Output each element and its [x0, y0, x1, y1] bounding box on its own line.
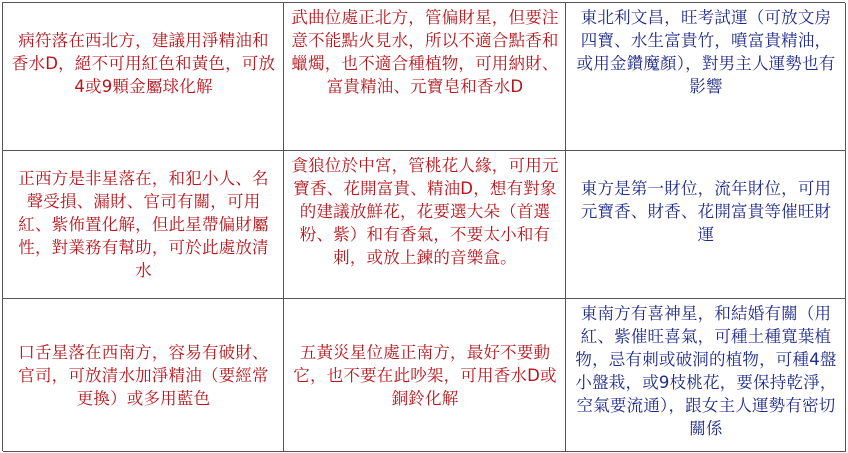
cell-north-text: 武曲位處正北方，管偏財星，但要注意不能點火見水，所以不適合點香和蠟燭，也不適合種植物，可用納財、富貴精油、元寶皂和香水D	[291, 8, 559, 96]
cell-east	[566, 151, 846, 299]
cell-southwest-text: 口舌星落在西南方，容易有破財、官司，可放清水加淨精油（要經常更換）或多用藍色	[18, 342, 269, 408]
cell-southeast	[566, 299, 846, 452]
cell-center	[284, 151, 566, 299]
cell-south	[284, 299, 566, 452]
cell-northwest-text: 病符落在西北方，建議用淨精油和香水D，絕不可用紅色和黃色，可放4或9顆金屬球化解	[11, 31, 276, 96]
cell-south-text: 五黃災星位處正南方，最好不要動它，也不要在此吵架，可用香水D或銅鈴化解	[293, 342, 557, 408]
cell-northeast	[566, 3, 846, 151]
cell-northeast-text: 東北利文昌，旺考試運（可放文房四寶、水生富貴竹，噴富貴精油，或用金鑽魔顏），對男主人運勢也有影響	[576, 8, 836, 96]
cell-east-text: 東方是第一財位，流年財位，可用元寶香、財香、花開富貴等催旺財運	[580, 179, 832, 244]
cell-west-text: 正西方是非星落在，和犯小人、名聲受損、漏財、官司有關，可用紅、紫佈置化解，但此星帶偏財屬性，對業務有幫助，可於此處放清水	[18, 169, 269, 280]
cell-southeast-text: 東南方有喜神星，和結婚有關（用紅、紫催旺喜氣，可種土種寬葉植物，忌有刺或破洞的植物，可種4盤小盤栽，或9枝桃花，要保持乾淨，空氣要流通），跟女主人運勢有密切關係	[575, 304, 837, 438]
cell-north	[284, 3, 566, 151]
cell-west	[3, 151, 284, 299]
cell-center-text: 貪狼位於中宮，管桃花人緣，可用元寶香、花開富貴、精油D，想有對象的建議放鮮花，花要選大朵（首選粉、紫）和有香氣，不要太小和有刺，或放上鍊的音樂盒。	[291, 156, 559, 267]
cell-northwest	[3, 3, 284, 151]
cell-southwest	[3, 299, 284, 452]
feng-shui-table	[2, 2, 845, 451]
